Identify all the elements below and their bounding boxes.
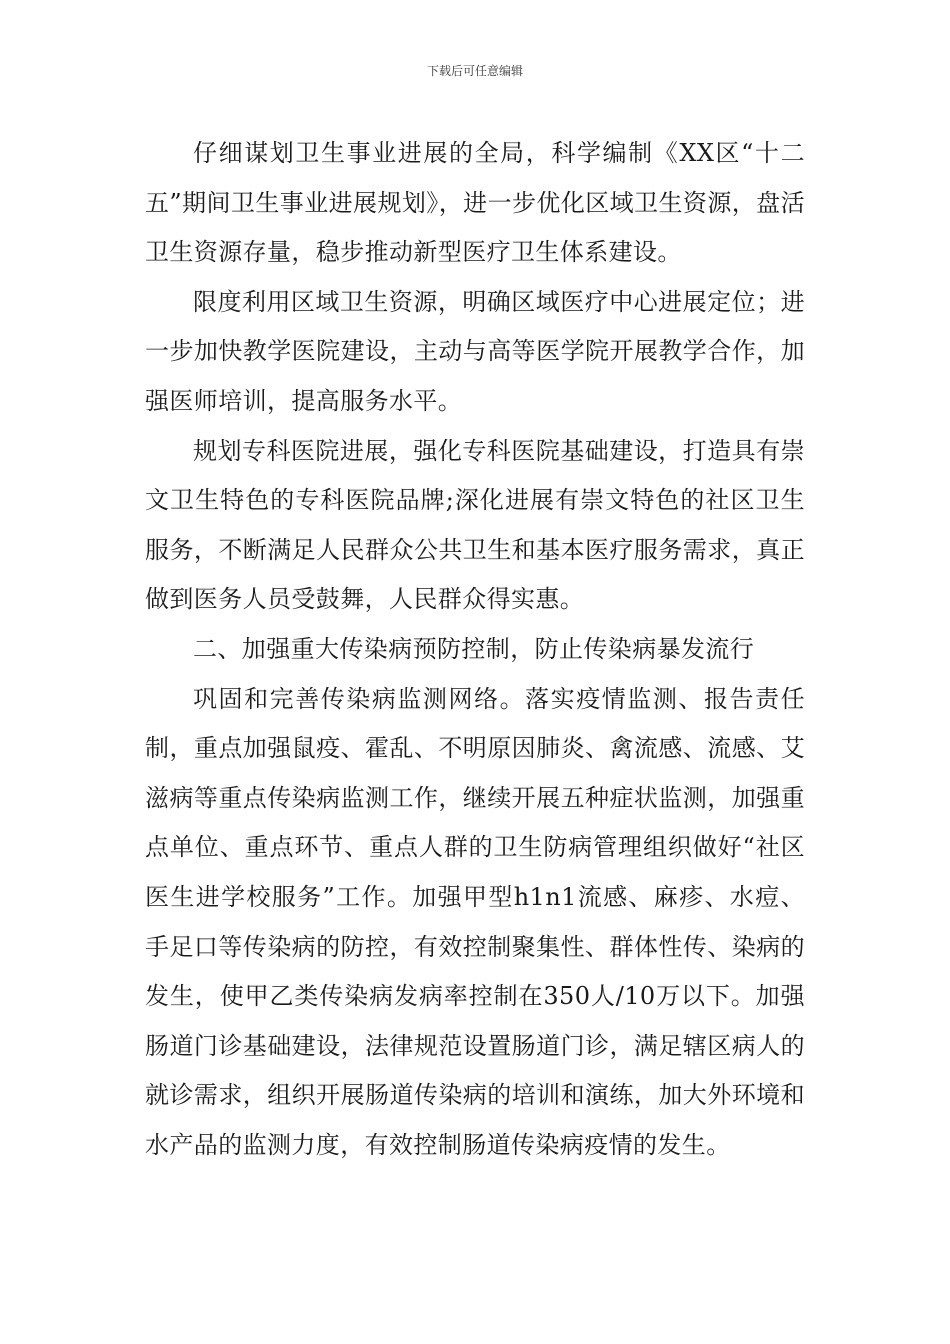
paragraph-resources: 限度利用区域卫生资源，明确区域医疗中心进展定位；进一步加快教学医院建设，主动与高等医学院开展教学合作，加强医师培训，提高服务水平。 [145,287,805,415]
paragraph-specialty-hospitals: 规划专科医院进展，强化专科医院基础建设，打造具有崇文卫生特色的专科医院品牌;深化进展有崇文特色的社区卫生服务，不断满足人民群众公共卫生和基本医疗服务需求，真正做到医务人员受鼓舞，人民群众得实惠。 [145,436,805,614]
section-heading: 二、加强重大传染病预防控制，防止传染病暴发流行 [193,634,755,663]
paragraph-planning: 仔细谋划卫生事业进展的全局，科学编制《XX区“十二五”期间卫生事业进展规划》，进一步优化区域卫生资源，盘活卫生资源存量，稳步推动新型医疗卫生体系建设。 [145,139,805,267]
paragraph-disease-monitoring: 巩固和完善传染病监测网络。落实疫情监测、报告责任制，重点加强鼠疫、霍乱、不明原因肺炎、禽流感、流感、艾滋病等重点传染病监测工作，继续开展五种症状监测，加强重点单位、重点环节、重点人群的卫生防病管理组织做好“社区医生进学校服务”工作。加强甲型h1n1流感、麻疹、水痘、手足口等传染病的防控，有效控制聚集性、群体性传、染病的发生，使甲乙类传染病发病率控制在350人/10万以下。加强肠道门诊基础建设，法律规范设置肠道门诊，满足辖区病人的就诊需求，组织开展肠道传染病的培训和演练，加大外环境和水产品的监测力度，有效控制肠道传染病疫情的发生。 [145,684,805,1159]
header-note: 下载后可任意编辑 [426,64,523,78]
document-body [145,129,805,1170]
